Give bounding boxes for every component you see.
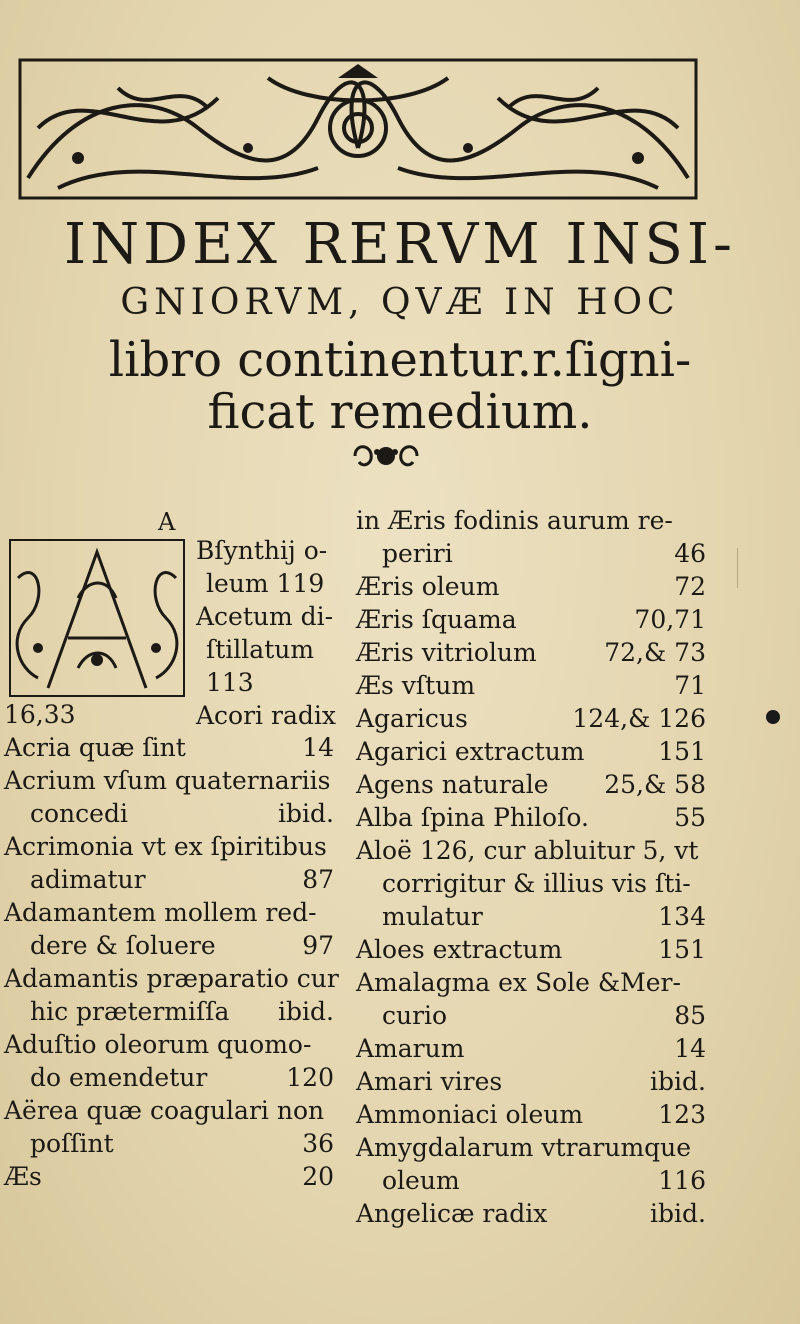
entry-text: corrigitur & illius vis ſti- — [382, 869, 691, 898]
index-entry — [4, 1094, 334, 1127]
entry-text: Æris vitriolum — [356, 638, 537, 667]
index-column-left — [4, 698, 339, 1193]
entry-text: poſſint — [30, 1129, 114, 1158]
entry-page-ref: 20 — [302, 1162, 334, 1191]
entry-page-ref: 46 — [674, 539, 706, 568]
fleuron-ornament — [349, 438, 423, 474]
index-entry — [356, 834, 706, 867]
entry-page-ref: 124,& 126 — [572, 704, 706, 733]
entry-text: Aloes extractum — [356, 935, 563, 964]
index-entry — [356, 570, 706, 603]
index-entry — [356, 1197, 706, 1230]
entry-text: Agens naturale — [356, 770, 549, 799]
entry-page-ref: ibid. — [650, 1199, 706, 1228]
index-entry — [4, 896, 334, 929]
entry-text: Æris ſquama — [356, 605, 517, 634]
decorated-initial-a — [8, 538, 186, 698]
entry-text: curio — [382, 1001, 448, 1030]
entry-page-ref: 123 — [658, 1100, 706, 1129]
index-entry — [356, 900, 706, 933]
entry-text: periri — [382, 539, 453, 568]
index-entry — [356, 702, 706, 735]
entry-text: Aduſtio oleorum quomo- — [4, 1030, 312, 1059]
index-entry — [4, 1028, 334, 1061]
entry-page-ref: 36 — [302, 1129, 334, 1158]
index-entry — [4, 995, 334, 1028]
entry-page-ref: 85 — [674, 1001, 706, 1030]
index-entry — [356, 966, 706, 999]
title-line-1: INDEX RERVM INSI- — [64, 212, 736, 277]
initial-text-line: leum 119 — [206, 569, 325, 598]
index-entry — [356, 1032, 706, 1065]
entry-page-ref: ibid. — [278, 799, 334, 828]
entry-page-ref: 72,& 73 — [604, 638, 706, 667]
entry-page-ref: 97 — [302, 931, 334, 960]
entry-text: Æs vſtum — [356, 671, 476, 700]
entry-text: Amarum — [356, 1034, 465, 1063]
initial-text-line: Bſynthij o- — [196, 536, 328, 565]
index-entry — [356, 735, 706, 768]
entry-text: Adamantis præparatio cur — [4, 964, 339, 993]
index-column-right — [356, 504, 706, 1230]
entry-text: Acrimonia vt ex ſpiritibus — [4, 832, 327, 861]
entry-text: in Æris fodinis aurum re- — [356, 506, 673, 535]
initial-text-line: 113 — [206, 668, 254, 697]
index-entry — [4, 929, 334, 962]
entry-page-ref: 87 — [302, 865, 334, 894]
entry-text: adimatur — [30, 865, 146, 894]
index-entry — [4, 797, 334, 830]
index-entry — [356, 504, 706, 537]
index-entry — [356, 1131, 706, 1164]
entry-page-ref: 70,71 — [634, 605, 706, 634]
entry-page-ref: 71 — [674, 671, 706, 700]
entry-text: Amalagma ex Sole &Mer- — [356, 968, 681, 997]
entry-text: Amygdalarum vtrarumque — [356, 1133, 692, 1162]
entry-page-ref: 134 — [658, 902, 706, 931]
entry-text: Angelicæ radix — [356, 1199, 548, 1228]
index-entry — [4, 731, 334, 764]
index-entry — [356, 537, 706, 570]
entry-text: oleum — [382, 1166, 460, 1195]
entry-page-ref: 14 — [302, 733, 334, 762]
entry-page-ref: 72 — [674, 572, 706, 601]
entry-text: dere & ſoluere — [30, 931, 216, 960]
entry-text: 16,33 — [4, 700, 76, 729]
entry-text: Ammoniaci oleum — [356, 1100, 584, 1129]
entry-text: do emendetur — [30, 1063, 208, 1092]
index-entry — [356, 603, 706, 636]
index-entry — [4, 1127, 334, 1160]
index-entry — [4, 764, 334, 797]
index-entry — [356, 768, 706, 801]
entry-text: hic prætermiſſa — [30, 997, 230, 1026]
index-entry — [356, 1065, 706, 1098]
title-line-3: libro continentur.r.ſigni- — [108, 332, 692, 388]
entry-text: Agarici extractum — [356, 737, 585, 766]
entry-text: Æs — [4, 1162, 42, 1191]
entry-page-ref: 116 — [658, 1166, 706, 1195]
index-entry — [4, 1061, 334, 1094]
index-entry — [356, 636, 706, 669]
index-entry — [356, 999, 706, 1032]
entry-text: Aloë 126, cur abluitur 5, vt — [356, 836, 699, 865]
entry-page-ref: 120 — [286, 1063, 334, 1092]
entry-page-ref: 14 — [674, 1034, 706, 1063]
index-entry — [4, 1160, 334, 1193]
initial-text-line: Acetum di- — [196, 602, 334, 631]
index-entry — [4, 863, 334, 896]
entry-text: concedi — [30, 799, 128, 828]
entry-text: Agaricus — [356, 704, 468, 733]
entry-text: Aërea quæ coagulari non — [4, 1096, 325, 1125]
entry-text: Æris oleum — [356, 572, 500, 601]
entry-page-ref: ibid. — [650, 1067, 706, 1096]
entry-page-ref: ibid. — [278, 997, 334, 1026]
index-entry — [4, 698, 334, 731]
index-entry — [356, 933, 706, 966]
initial-guide-letter: A — [158, 508, 176, 536]
initial-text-line: Acori radix — [196, 701, 336, 730]
entry-text: mulatur — [382, 902, 483, 931]
index-entry — [356, 1098, 706, 1131]
margin-dot — [766, 710, 780, 724]
entry-page-ref: 55 — [674, 803, 706, 832]
ornamental-headpiece — [18, 58, 698, 200]
index-entry — [356, 1164, 706, 1197]
entry-text: Adamantem mollem red- — [4, 898, 317, 927]
index-entry — [356, 867, 706, 900]
entry-page-ref: 25,& 58 — [604, 770, 706, 799]
entry-page-ref: 151 — [658, 737, 706, 766]
title-line-4: ficat remedium. — [207, 384, 593, 440]
entry-text: Acrium vſum quaternariis — [4, 766, 331, 795]
initial-text-line: ſtillatum — [206, 635, 315, 664]
margin-mark — [737, 548, 738, 588]
index-entry — [4, 962, 339, 995]
title-line-2: GNIORVM, QVÆ IN HOC — [120, 282, 680, 323]
entry-text: Amari vires — [356, 1067, 503, 1096]
index-entry — [356, 669, 706, 702]
index-entry — [356, 801, 706, 834]
entry-text: Alba ſpina Philoſo. — [356, 803, 589, 832]
entry-text: Acria quæ ſint — [4, 733, 186, 762]
index-entry — [4, 830, 334, 863]
entry-page-ref: 151 — [658, 935, 706, 964]
